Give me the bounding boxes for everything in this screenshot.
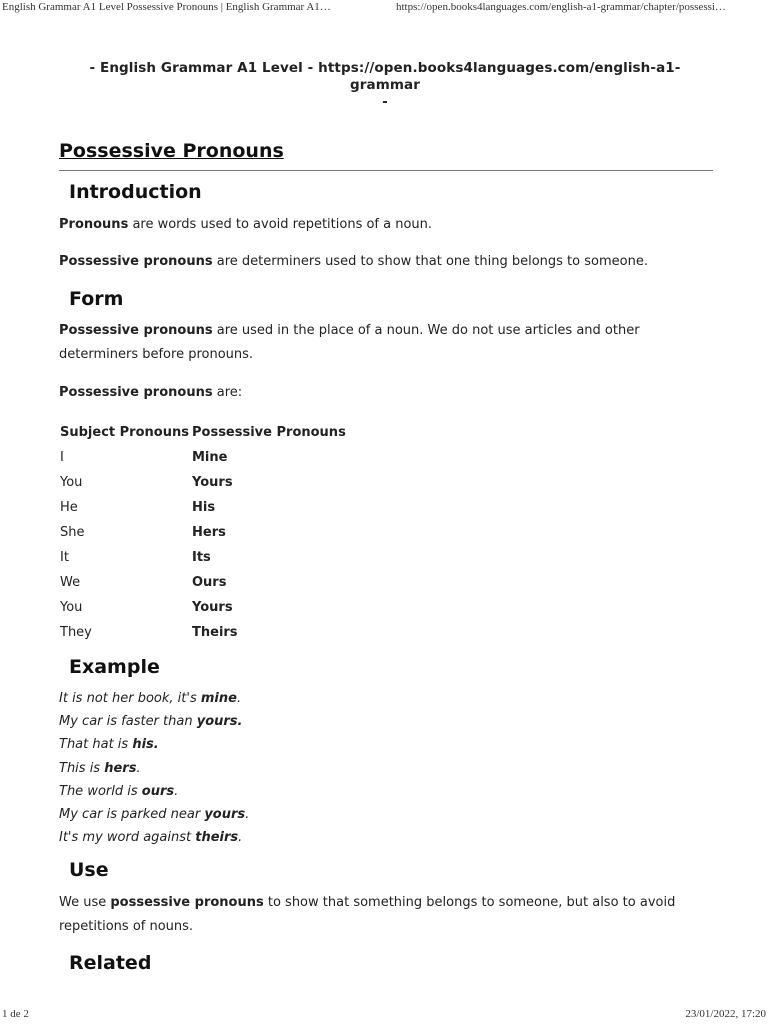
use-paragraph: We use possessive pronouns to show that something belongs to someone, but also to avoid repetitions of nouns. [59,895,676,935]
term-possessive-pronouns: Possessive pronouns [59,323,213,338]
example-list [59,687,711,849]
table-row [60,445,346,470]
subject-cell: You [60,600,83,615]
table-row [60,520,346,545]
term-pronouns: Pronouns [59,217,129,232]
subject-cell: I [60,450,64,465]
possessive-cell: Yours [192,475,233,490]
subject-cell: We [60,575,81,590]
column-header-subject: Subject Pronouns [60,425,189,440]
running-title-dash: - [382,94,388,110]
page-title: Possessive Pronouns [59,140,284,162]
example-heading: Example [69,656,160,678]
table-row [60,545,346,570]
print-header-url: https://open.books4languages.com/english-a1-grammar/chapter/possessi… [396,1,726,13]
possessive-cell: Ours [192,575,227,590]
example-sentence: My car is faster than yours. [59,714,243,730]
table-row [60,620,346,645]
table-header-row [60,420,346,445]
table-row [60,595,346,620]
term-possessive-pronouns: Possessive pronouns [59,254,213,269]
example-sentence: It's my word against theirs. [59,830,243,846]
possessive-cell: Mine [192,450,228,465]
subject-cell: She [60,525,85,540]
subject-cell: They [60,625,92,640]
form-paragraph-2: Possessive pronouns are: [59,385,243,400]
title-divider [59,170,713,171]
print-timestamp: 23/01/2022, 17:20 [685,1008,766,1020]
possessive-cell: Theirs [192,625,238,640]
introduction-heading: Introduction [69,181,202,203]
possessive-cell: Its [192,550,211,565]
example-sentence: It is not her book, it's mine. [59,691,242,706]
print-footer [0,1008,768,1024]
term-possessive-pronouns: possessive pronouns [110,895,264,911]
print-header [0,0,768,20]
print-header-title: English Grammar A1 Level Possessive Pronouns | English Grammar A1… [2,1,331,13]
pronouns-table [60,420,346,645]
use-heading: Use [69,859,109,882]
example-sentence: That hat is his. [59,737,159,753]
form-heading: Form [69,288,124,310]
running-title [59,60,711,111]
example-sentence: My car is parked near yours. [59,807,250,823]
possessive-cell: Yours [192,600,233,615]
column-header-possessive: Possessive Pronouns [192,425,346,440]
example-sentence: The world is ours. [59,783,179,799]
table-row [60,495,346,520]
possessive-cell: Hers [192,525,226,540]
example-sentence: This is hers. [59,760,141,776]
possessive-cell: His [192,500,216,515]
page-counter: 1 de 2 [2,1008,29,1020]
running-title-line: - English Grammar A1 Level - https://open.books4languages.com/english-a1-grammar [89,60,681,93]
subject-cell: You [60,475,83,490]
introduction-paragraph-2: Possessive pronouns are determiners used to show that one thing belongs to someone. [59,254,648,269]
subject-cell: It [60,550,69,565]
table-row [60,570,346,595]
form-paragraph-1: Possessive pronouns are used in the place of a noun. We do not use articles and other determiners before pronouns. [59,323,640,362]
introduction-paragraph-1: Pronouns are words used to avoid repetitions of a noun. [59,217,433,232]
page-content [59,60,711,975]
term-possessive-pronouns: Possessive pronouns [59,385,213,400]
subject-cell: He [60,500,78,515]
table-row [60,470,346,495]
related-heading: Related [69,952,152,975]
